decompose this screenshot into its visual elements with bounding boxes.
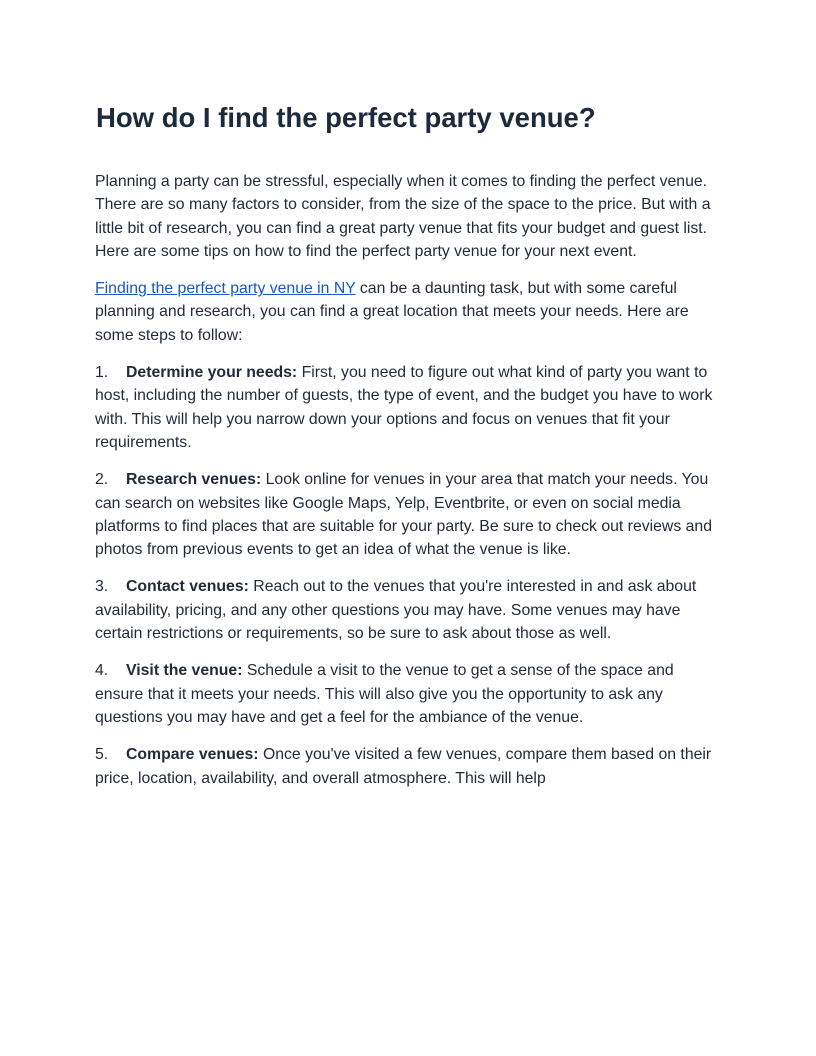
step-title: Visit the venue: bbox=[126, 662, 243, 680]
intro-paragraph: Planning a party can be stressful, especially when it comes to finding the perfect venue. There are so many factors to consider, from the size of the space to the price. But with a little bit of research, you can find a great party venue that fits your budget and guest list. Here are some tips on how to find the perfect party venue for your next event. bbox=[95, 173, 711, 260]
step-text: First, you need to figure out what kind of party you want to host, including the number of guests, the type of event, and the budget you have to work with. This will help you narrow down your options and focus on venues that fit your requirements. bbox=[95, 364, 713, 451]
step-text: Once you've visited a few venues, compare them based on their price, location, availability, and overall atmosphere. This will help bbox=[95, 746, 712, 787]
step-number: 3. bbox=[95, 578, 109, 596]
step-item-3 bbox=[95, 575, 725, 645]
step-title: Research venues: bbox=[126, 471, 262, 489]
step-text: Schedule a visit to the venue to get a sense of the space and ensure that it meets your needs. This will also give you the opportunity to ask any questions you may have and get a feel for the ambiance of the venue. bbox=[95, 662, 674, 726]
step-title: Compare venues: bbox=[126, 746, 259, 764]
second-paragraph-text: can be a daunting task, but with some careful planning and research, you can find a great location that meets your needs. Here are some steps to follow: bbox=[95, 280, 689, 344]
step-item-5 bbox=[95, 743, 725, 790]
step-text: Look online for venues in your area that match your needs. You can search on websites like Google Maps, Yelp, Eventbrite, or even on social media platforms to find places that are suitable for your party. Be sure to check out reviews and photos from previous events to get an idea of what the venue is like. bbox=[95, 471, 712, 559]
step-number: 2. bbox=[95, 471, 109, 489]
step-item-1 bbox=[95, 361, 725, 454]
step-number: 5. bbox=[95, 746, 109, 764]
step-item-4 bbox=[95, 659, 725, 729]
step-number: 1. bbox=[95, 364, 109, 382]
venue-ny-link[interactable]: Finding the perfect party venue in NY bbox=[95, 280, 356, 298]
step-title: Determine your needs: bbox=[126, 364, 298, 382]
second-paragraph bbox=[95, 277, 725, 347]
step-text: Reach out to the venues that you're interested in and ask about availability, pricing, and any other questions you may have. Some venues may have certain restrictions or requirements, so be sure to ask about those as well. bbox=[95, 578, 697, 643]
step-item-2 bbox=[95, 468, 725, 561]
step-number: 4. bbox=[95, 662, 109, 680]
document-content bbox=[95, 98, 725, 804]
document-body bbox=[95, 170, 725, 790]
page-title: How do I find the perfect party venue? bbox=[96, 102, 596, 133]
step-title: Contact venues: bbox=[126, 578, 249, 596]
